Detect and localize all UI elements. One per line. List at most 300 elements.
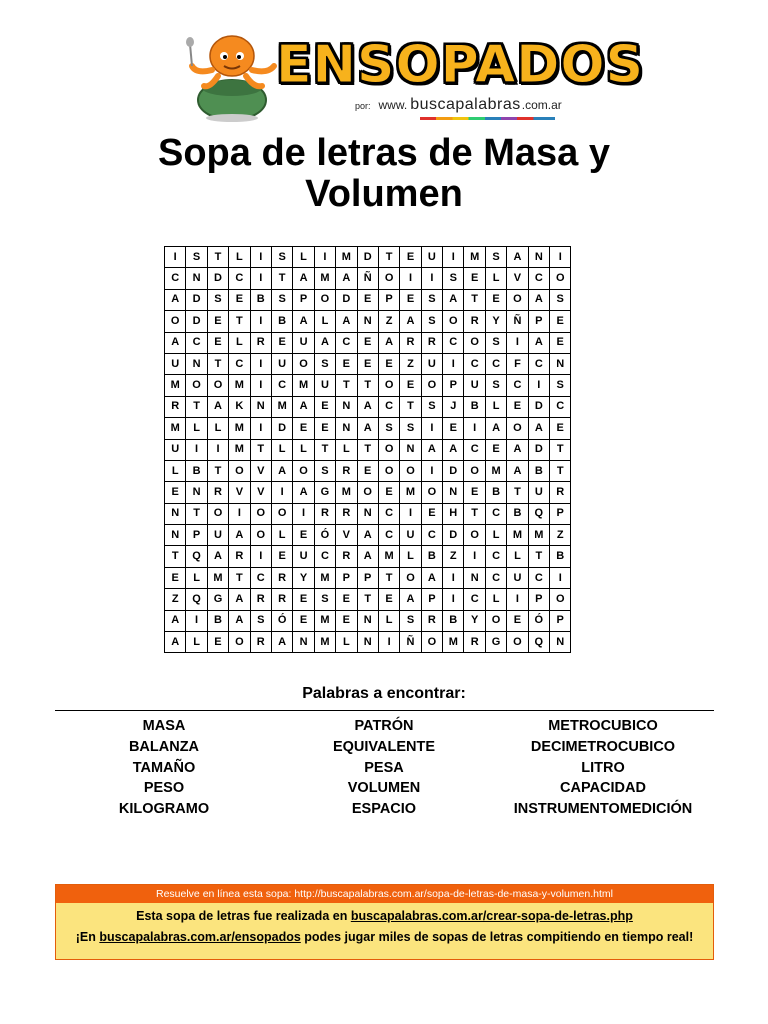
grid-cell: U [507, 567, 528, 588]
grid-cell: Q [528, 632, 549, 653]
grid-cell: C [229, 268, 250, 289]
grid-cell: O [229, 632, 250, 653]
grid-cell: O [421, 482, 442, 503]
grid-cell: I [271, 482, 292, 503]
grid-cell: Z [378, 311, 399, 332]
grid-cell: I [443, 589, 464, 610]
grid-cell: T [378, 567, 399, 588]
grid-cell: E [357, 460, 378, 481]
grid-cell: O [378, 268, 399, 289]
grid-row [165, 332, 571, 353]
grid-cell: B [443, 610, 464, 631]
grid-cell: N [186, 482, 207, 503]
grid-cell: S [421, 289, 442, 310]
grid-cell: M [314, 268, 335, 289]
grid-cell: A [165, 289, 186, 310]
grid-cell: C [528, 567, 549, 588]
grid-cell: A [528, 289, 549, 310]
grid-cell: A [271, 460, 292, 481]
grid-cell: P [421, 589, 442, 610]
grid-cell: A [336, 311, 357, 332]
grid-cell: M [293, 375, 314, 396]
grid-cell: T [250, 439, 271, 460]
grid-cell: L [336, 439, 357, 460]
grid-cell: R [314, 503, 335, 524]
grid-cell: P [336, 567, 357, 588]
grid-cell: O [507, 289, 528, 310]
grid-cell: T [186, 396, 207, 417]
grid-cell: D [528, 439, 549, 460]
grid-cell: I [443, 247, 464, 268]
grid-cell: A [443, 439, 464, 460]
grid-row [165, 589, 571, 610]
grid-cell: U [293, 332, 314, 353]
footer-line2-pre: ¡En [75, 930, 100, 944]
grid-cell: C [464, 353, 485, 374]
grid-cell: A [400, 589, 421, 610]
grid-cell: S [250, 610, 271, 631]
grid-cell: U [165, 353, 186, 374]
grid-cell: A [421, 439, 442, 460]
grid-cell: E [271, 332, 292, 353]
grid-cell: A [357, 525, 378, 546]
footer-box [55, 884, 714, 960]
grid-cell: Z [443, 546, 464, 567]
grid-cell: T [357, 589, 378, 610]
grid-cell: N [336, 418, 357, 439]
grid-cell: M [271, 396, 292, 417]
grid-cell: Z [400, 353, 421, 374]
grid-row [165, 546, 571, 567]
grid-cell: S [314, 353, 335, 374]
grid-cell: U [165, 439, 186, 460]
grid-cell: C [271, 375, 292, 396]
grid-cell: S [421, 396, 442, 417]
grid-cell: I [550, 567, 571, 588]
footer-line-ensopados [56, 930, 713, 944]
grid-row [165, 482, 571, 503]
byline-tld: .com.ar [521, 98, 562, 112]
grid-cell: T [207, 460, 228, 481]
grid-cell: P [550, 610, 571, 631]
brand-logo: ENSOPADOS [275, 35, 645, 95]
grid-row [165, 375, 571, 396]
grid-cell: O [186, 375, 207, 396]
grid-cell: Ó [314, 525, 335, 546]
grid-cell: N [357, 311, 378, 332]
grid-cell: E [314, 396, 335, 417]
grid-cell: E [271, 546, 292, 567]
grid-cell: E [336, 589, 357, 610]
word-item: PESA [364, 759, 404, 776]
grid-cell: C [378, 503, 399, 524]
grid-cell: N [250, 396, 271, 417]
grid-cell: N [165, 525, 186, 546]
grid-cell: S [485, 247, 506, 268]
word-item: BALANZA [128, 738, 200, 755]
grid-cell: A [293, 268, 314, 289]
grid-cell: I [229, 503, 250, 524]
grid-cell: O [464, 460, 485, 481]
grid-cell: A [293, 482, 314, 503]
grid-cell: P [357, 567, 378, 588]
grid-row [165, 289, 571, 310]
grid-cell: A [400, 311, 421, 332]
grid-cell: E [421, 503, 442, 524]
page-title: Sopa de letras de Masa y Volumen [158, 132, 610, 215]
grid-cell: T [229, 567, 250, 588]
grid-cell: L [400, 546, 421, 567]
grid-cell: S [271, 289, 292, 310]
grid-cell: N [357, 503, 378, 524]
grid-cell: M [165, 418, 186, 439]
grid-cell: B [464, 396, 485, 417]
byline [355, 96, 562, 116]
grid-cell: C [528, 268, 549, 289]
grid-cell: U [464, 375, 485, 396]
grid-cell: O [378, 375, 399, 396]
ensopados-link[interactable]: buscapalabras.com.ar/ensopados [99, 930, 301, 944]
grid-cell: O [207, 375, 228, 396]
grid-cell: V [250, 482, 271, 503]
grid-cell: I [314, 247, 335, 268]
grid-cell: L [293, 439, 314, 460]
grid-cell: A [165, 332, 186, 353]
grid-cell: M [165, 375, 186, 396]
grid-cell: E [443, 418, 464, 439]
grid-cell: N [357, 610, 378, 631]
grid-cell: I [421, 418, 442, 439]
grid-cell: E [507, 396, 528, 417]
grid-cell: S [271, 247, 292, 268]
grid-cell: S [378, 418, 399, 439]
grid-cell: Ñ [400, 632, 421, 653]
word-item: PATRÓN [354, 718, 414, 734]
grid-cell: S [421, 311, 442, 332]
grid-cell: M [229, 439, 250, 460]
grid-cell: R [229, 546, 250, 567]
grid-cell: M [314, 610, 335, 631]
grid-cell: O [400, 460, 421, 481]
grid-cell: R [464, 632, 485, 653]
grid-cell: L [186, 567, 207, 588]
word-column-3 [493, 716, 713, 820]
grid-cell: I [186, 439, 207, 460]
grid-cell: R [400, 332, 421, 353]
grid-cell: R [207, 482, 228, 503]
grid-cell: I [507, 589, 528, 610]
grid-cell: A [528, 418, 549, 439]
grid-cell: O [207, 503, 228, 524]
grid-cell: A [229, 525, 250, 546]
grid-row [165, 610, 571, 631]
grid-cell: M [378, 546, 399, 567]
grid-cell: E [293, 525, 314, 546]
grid-cell: E [293, 610, 314, 631]
grid-cell: M [485, 460, 506, 481]
grid-cell: C [485, 567, 506, 588]
grid-cell: I [293, 503, 314, 524]
grid-cell: T [165, 546, 186, 567]
grid-cell: T [550, 460, 571, 481]
grid-cell: Y [485, 311, 506, 332]
grid-cell: E [165, 482, 186, 503]
grid-cell: O [378, 460, 399, 481]
grid-cell: T [400, 396, 421, 417]
grid-cell: S [485, 332, 506, 353]
grid-cell: N [550, 632, 571, 653]
grid-cell: B [271, 311, 292, 332]
grid-cell: M [314, 567, 335, 588]
grid-cell: O [421, 375, 442, 396]
grid-cell: C [229, 353, 250, 374]
word-item: ESPACIO [351, 801, 417, 818]
grid-cell: A [293, 396, 314, 417]
grid-cell: E [314, 418, 335, 439]
grid-row [165, 247, 571, 268]
grid-cell: Q [528, 503, 549, 524]
grid-cell: A [357, 546, 378, 567]
grid-cell: T [464, 503, 485, 524]
grid-cell: R [250, 589, 271, 610]
word-column-2 [274, 716, 494, 820]
grid-cell: O [250, 525, 271, 546]
word-item: INSTRUMENTOMEDICIÓN [513, 801, 693, 818]
grid-row [165, 439, 571, 460]
grid-cell: C [314, 546, 335, 567]
grid-cell: U [528, 482, 549, 503]
grid-cell: P [378, 289, 399, 310]
grid-cell: T [357, 375, 378, 396]
grid-cell: C [336, 332, 357, 353]
grid-cell: R [421, 610, 442, 631]
grid-cell: P [528, 589, 549, 610]
grid-cell: R [550, 482, 571, 503]
grid-row [165, 353, 571, 374]
grid-cell: E [229, 289, 250, 310]
grid-cell: N [528, 247, 549, 268]
grid-cell: T [336, 375, 357, 396]
grid-cell: N [400, 439, 421, 460]
grid-cell: L [485, 525, 506, 546]
grid-cell: A [165, 632, 186, 653]
rainbow-underline [420, 117, 555, 120]
grid-cell: A [421, 567, 442, 588]
octopus-mascot-icon [182, 30, 282, 125]
grid-cell: E [207, 332, 228, 353]
divider [55, 710, 714, 711]
word-item: TAMAÑO [132, 759, 196, 776]
grid-cell: A [485, 418, 506, 439]
grid-cell: I [400, 503, 421, 524]
grid-cell: T [550, 439, 571, 460]
grid-cell: E [550, 418, 571, 439]
grid-row [165, 268, 571, 289]
grid-cell: E [293, 589, 314, 610]
grid-cell: M [400, 482, 421, 503]
grid-cell: L [165, 460, 186, 481]
grid-cell: N [357, 632, 378, 653]
grid-cell: Z [165, 589, 186, 610]
grid-cell: J [443, 396, 464, 417]
grid-cell: S [550, 289, 571, 310]
grid-cell: I [421, 268, 442, 289]
grid-cell: N [186, 353, 207, 374]
grid-cell: U [400, 525, 421, 546]
word-item: CAPACIDAD [560, 780, 646, 797]
grid-cell: C [464, 589, 485, 610]
grid-cell: I [250, 353, 271, 374]
grid-cell: V [507, 268, 528, 289]
grid-cell: A [314, 332, 335, 353]
grid-cell: O [421, 632, 442, 653]
online-solve-link[interactable]: Resuelve en línea esta sopa: http://buscapalabras.com.ar/sopa-de-letras-de-masa-y-volumen.html [56, 885, 713, 903]
grid-row [165, 311, 571, 332]
grid-cell: A [336, 268, 357, 289]
grid-cell: R [250, 332, 271, 353]
grid-cell: D [336, 289, 357, 310]
grid-cell: I [250, 375, 271, 396]
grid-cell: O [464, 525, 485, 546]
grid-cell: Q [186, 589, 207, 610]
grid-cell: Z [550, 525, 571, 546]
grid-cell: I [250, 268, 271, 289]
grid-cell: O [464, 332, 485, 353]
grid-cell: U [293, 546, 314, 567]
grid-cell: S [550, 375, 571, 396]
grid-cell: U [271, 353, 292, 374]
word-item: KILOGRAMO [118, 801, 210, 818]
grid-cell: P [186, 525, 207, 546]
grid-cell: L [271, 439, 292, 460]
grid-cell: E [550, 311, 571, 332]
grid-cell: F [507, 353, 528, 374]
grid-cell: S [485, 375, 506, 396]
grid-cell: E [357, 289, 378, 310]
grid-row [165, 460, 571, 481]
word-item: DECIMETROCUBICO [530, 738, 676, 755]
grid-cell: C [464, 439, 485, 460]
grid-cell: L [485, 589, 506, 610]
grid-cell: M [336, 247, 357, 268]
grid-cell: M [336, 482, 357, 503]
grid-cell: Q [186, 546, 207, 567]
grid-cell: A [378, 332, 399, 353]
grid-cell: O [485, 610, 506, 631]
grid-cell: O [165, 311, 186, 332]
grid-cell: M [464, 247, 485, 268]
word-item: MASA [142, 718, 186, 734]
grid-cell: B [186, 460, 207, 481]
grid-cell: C [528, 353, 549, 374]
grid-cell: E [357, 332, 378, 353]
word-item: VOLUMEN [347, 780, 421, 797]
grid-cell: C [443, 332, 464, 353]
grid-cell: R [336, 460, 357, 481]
grid-cell: A [507, 247, 528, 268]
grid-cell: I [421, 460, 442, 481]
grid-cell: E [400, 375, 421, 396]
grid-cell: V [250, 460, 271, 481]
grid-cell: O [550, 268, 571, 289]
grid-cell: Ñ [357, 268, 378, 289]
grid-cell: L [229, 332, 250, 353]
grid-cell: T [314, 439, 335, 460]
grid-cell: N [293, 632, 314, 653]
grid-cell: A [207, 546, 228, 567]
grid-cell: I [186, 610, 207, 631]
grid-cell: L [229, 247, 250, 268]
word-column-1 [54, 716, 274, 820]
grid-cell: R [271, 589, 292, 610]
grid-cell: T [464, 289, 485, 310]
grid-cell: L [293, 247, 314, 268]
grid-cell: U [207, 525, 228, 546]
grid-cell: L [485, 268, 506, 289]
grid-cell: B [421, 546, 442, 567]
grid-cell: B [485, 482, 506, 503]
grid-cell: S [314, 589, 335, 610]
byline-www: www. [378, 98, 408, 112]
byline-por: por: [355, 101, 371, 111]
grid-cell: T [207, 353, 228, 374]
footer-line-create [56, 909, 713, 923]
grid-cell: I [443, 353, 464, 374]
grid-cell: L [207, 418, 228, 439]
grid-cell: B [550, 546, 571, 567]
grid-cell: R [421, 332, 442, 353]
grid-cell: A [229, 589, 250, 610]
word-item: LITRO [581, 759, 625, 776]
grid-cell: Y [293, 567, 314, 588]
grid-cell: E [207, 311, 228, 332]
grid-cell: E [400, 247, 421, 268]
grid-cell: I [550, 247, 571, 268]
grid-cell: I [464, 546, 485, 567]
grid-cell: E [336, 353, 357, 374]
create-puzzle-link[interactable]: buscapalabras.com.ar/crear-sopa-de-letras.php [350, 909, 633, 923]
grid-cell: E [378, 353, 399, 374]
grid-cell: C [421, 525, 442, 546]
grid-cell: T [378, 247, 399, 268]
grid-cell: M [507, 525, 528, 546]
grid-cell: U [421, 353, 442, 374]
grid-row [165, 632, 571, 653]
grid-cell: N [186, 268, 207, 289]
grid-cell: A [507, 439, 528, 460]
grid-cell: I [464, 418, 485, 439]
grid-cell: O [400, 567, 421, 588]
grid-cell: E [485, 289, 506, 310]
grid-cell: E [378, 482, 399, 503]
grid-cell: O [314, 289, 335, 310]
grid-cell: O [507, 418, 528, 439]
grid-row [165, 567, 571, 588]
grid-cell: D [186, 289, 207, 310]
grid-cell: A [207, 396, 228, 417]
grid-cell: E [336, 610, 357, 631]
grid-cell: D [186, 311, 207, 332]
grid-cell: P [443, 375, 464, 396]
word-item: PESO [143, 780, 185, 797]
grid-cell: C [485, 546, 506, 567]
grid-cell: D [443, 460, 464, 481]
grid-cell: L [314, 311, 335, 332]
grid-cell: T [357, 439, 378, 460]
grid-cell: O [293, 353, 314, 374]
grid-cell: C [485, 353, 506, 374]
grid-cell: U [421, 247, 442, 268]
